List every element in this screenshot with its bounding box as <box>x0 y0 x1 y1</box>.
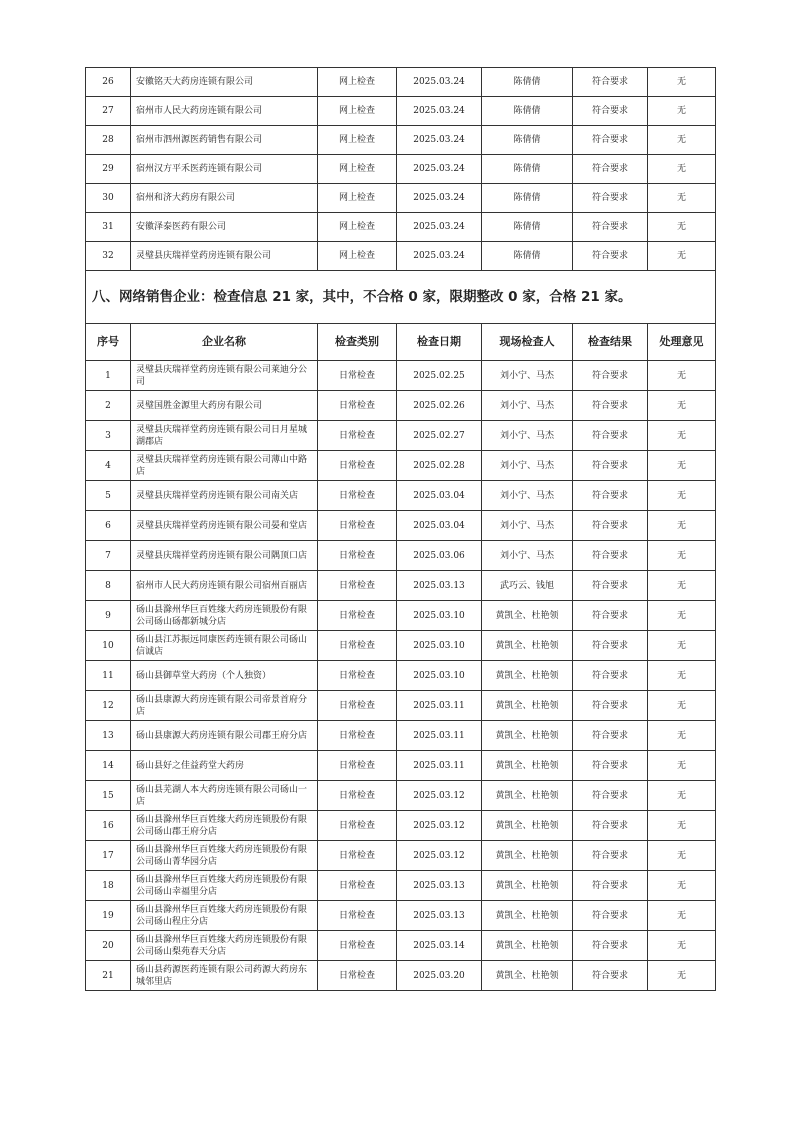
cell-company-name: 宿州市人民大药房连锁有限公司宿州百丽店 <box>131 571 318 601</box>
cell-company-name: 砀山县滁州华巨百姓缘大药房连锁股份有限公司砀山幸福里分店 <box>131 871 318 901</box>
cell-check-date: 2025.03.24 <box>397 184 482 213</box>
section-title-row <box>86 271 716 324</box>
table-row <box>86 571 716 601</box>
table-row <box>86 871 716 901</box>
cell-check-type: 日常检查 <box>318 661 397 691</box>
cell-no: 30 <box>86 184 131 213</box>
cell-company-name: 安徽泽泰医药有限公司 <box>131 213 318 242</box>
cell-opinion: 无 <box>648 811 716 841</box>
cell-check-type: 网上检查 <box>318 242 397 271</box>
cell-check-type: 日常检查 <box>318 391 397 421</box>
cell-result: 符合要求 <box>573 541 648 571</box>
cell-check-date: 2025.03.11 <box>397 751 482 781</box>
cell-check-date: 2025.03.24 <box>397 242 482 271</box>
cell-no: 17 <box>86 841 131 871</box>
cell-check-type: 日常检查 <box>318 511 397 541</box>
cell-result: 符合要求 <box>573 901 648 931</box>
cell-no: 7 <box>86 541 131 571</box>
cell-opinion: 无 <box>648 781 716 811</box>
cell-no: 5 <box>86 481 131 511</box>
cell-check-date: 2025.03.11 <box>397 721 482 751</box>
cell-inspector: 黄凯全、杜艳领 <box>482 601 573 631</box>
cell-company-name: 灵璧县庆瑞祥堂药房连锁有限公司莱迪分公司 <box>131 361 318 391</box>
table-row <box>86 242 716 271</box>
cell-inspector: 陈倩倩 <box>482 155 573 184</box>
cell-check-type: 日常检查 <box>318 871 397 901</box>
table-row <box>86 184 716 213</box>
table-row <box>86 126 716 155</box>
cell-opinion: 无 <box>648 68 716 97</box>
cell-check-date: 2025.03.04 <box>397 511 482 541</box>
cell-check-date: 2025.03.10 <box>397 631 482 661</box>
cell-check-date: 2025.03.14 <box>397 931 482 961</box>
table-row <box>86 841 716 871</box>
cell-no: 16 <box>86 811 131 841</box>
cell-check-type: 日常检查 <box>318 421 397 451</box>
cell-inspector: 黄凯全、杜艳领 <box>482 691 573 721</box>
cell-check-type: 日常检查 <box>318 781 397 811</box>
cell-no: 21 <box>86 961 131 991</box>
cell-inspector: 黄凯全、杜艳领 <box>482 751 573 781</box>
cell-result: 符合要求 <box>573 213 648 242</box>
table-row <box>86 901 716 931</box>
cell-inspector: 黄凯全、杜艳领 <box>482 781 573 811</box>
cell-check-date: 2025.03.13 <box>397 571 482 601</box>
table-row <box>86 481 716 511</box>
cell-no: 32 <box>86 242 131 271</box>
cell-check-type: 网上检查 <box>318 213 397 242</box>
document-page <box>85 67 715 991</box>
cell-result: 符合要求 <box>573 242 648 271</box>
cell-result: 符合要求 <box>573 661 648 691</box>
cell-opinion: 无 <box>648 391 716 421</box>
cell-check-date: 2025.03.10 <box>397 661 482 691</box>
cell-opinion: 无 <box>648 361 716 391</box>
table-row <box>86 691 716 721</box>
cell-check-date: 2025.03.13 <box>397 901 482 931</box>
table-row <box>86 961 716 991</box>
cell-inspector: 黄凯全、杜艳领 <box>482 871 573 901</box>
cell-company-name: 灵璧县庆瑞祥堂药房连锁有限公司晏和堂店 <box>131 511 318 541</box>
cell-company-name: 灵璧县庆瑞祥堂药房连锁有限公司 <box>131 242 318 271</box>
cell-result: 符合要求 <box>573 155 648 184</box>
cell-company-name: 安徽铭天大药房连锁有限公司 <box>131 68 318 97</box>
cell-inspector: 刘小宁、马杰 <box>482 451 573 481</box>
cell-check-date: 2025.03.24 <box>397 68 482 97</box>
cell-inspector: 黄凯全、杜艳领 <box>482 661 573 691</box>
cell-inspector: 刘小宁、马杰 <box>482 391 573 421</box>
cell-result: 符合要求 <box>573 871 648 901</box>
cell-check-type: 日常检查 <box>318 631 397 661</box>
cell-check-date: 2025.02.27 <box>397 421 482 451</box>
cell-company-name: 宿州汉方平禾医药连锁有限公司 <box>131 155 318 184</box>
cell-result: 符合要求 <box>573 571 648 601</box>
cell-inspector: 刘小宁、马杰 <box>482 541 573 571</box>
cell-check-type: 网上检查 <box>318 155 397 184</box>
cell-opinion: 无 <box>648 421 716 451</box>
cell-inspector: 武巧云、钱旭 <box>482 571 573 601</box>
cell-opinion: 无 <box>648 931 716 961</box>
cell-company-name: 砀山县滁州华巨百姓缘大药房连锁股份有限公司砀山梨苑春天分店 <box>131 931 318 961</box>
cell-result: 符合要求 <box>573 184 648 213</box>
header-date: 检查日期 <box>397 324 482 361</box>
table-row <box>86 421 716 451</box>
cell-company-name: 砀山县药源医药连锁有限公司药源大药房东城邻里店 <box>131 961 318 991</box>
table-row <box>86 68 716 97</box>
cell-result: 符合要求 <box>573 781 648 811</box>
cell-check-type: 日常检查 <box>318 931 397 961</box>
table-row <box>86 661 716 691</box>
cell-check-type: 日常检查 <box>318 901 397 931</box>
cell-no: 4 <box>86 451 131 481</box>
table-row <box>86 781 716 811</box>
cell-check-date: 2025.02.28 <box>397 451 482 481</box>
cell-no: 2 <box>86 391 131 421</box>
cell-no: 28 <box>86 126 131 155</box>
cell-check-date: 2025.03.06 <box>397 541 482 571</box>
cell-opinion: 无 <box>648 751 716 781</box>
cell-no: 3 <box>86 421 131 451</box>
cell-check-type: 日常检查 <box>318 571 397 601</box>
header-no: 序号 <box>86 324 131 361</box>
cell-check-date: 2025.03.10 <box>397 601 482 631</box>
table-row <box>86 541 716 571</box>
cell-no: 8 <box>86 571 131 601</box>
cell-inspector: 黄凯全、杜艳领 <box>482 901 573 931</box>
cell-check-date: 2025.03.24 <box>397 97 482 126</box>
cell-opinion: 无 <box>648 601 716 631</box>
cell-result: 符合要求 <box>573 721 648 751</box>
cell-result: 符合要求 <box>573 601 648 631</box>
cell-company-name: 砀山县滁州华巨百姓缘大药房连锁股份有限公司砀山砀都新城分店 <box>131 601 318 631</box>
cell-opinion: 无 <box>648 242 716 271</box>
cell-result: 符合要求 <box>573 961 648 991</box>
cell-no: 15 <box>86 781 131 811</box>
cell-inspector: 刘小宁、马杰 <box>482 421 573 451</box>
header-result: 检查结果 <box>573 324 648 361</box>
cell-check-type: 网上检查 <box>318 68 397 97</box>
cell-inspector: 刘小宁、马杰 <box>482 481 573 511</box>
cell-inspector: 陈倩倩 <box>482 213 573 242</box>
cell-opinion: 无 <box>648 97 716 126</box>
header-name: 企业名称 <box>131 324 318 361</box>
cell-result: 符合要求 <box>573 751 648 781</box>
cell-no: 19 <box>86 901 131 931</box>
cell-check-date: 2025.03.11 <box>397 691 482 721</box>
cell-check-type: 日常检查 <box>318 361 397 391</box>
cell-inspector: 黄凯全、杜艳领 <box>482 841 573 871</box>
section-title: 八、网络销售企业：检查信息 21 家，其中，不合格 0 家，限期整改 0 家，合格 21 家。 <box>86 271 716 324</box>
cell-company-name: 宿州市人民大药房连锁有限公司 <box>131 97 318 126</box>
table-row <box>86 601 716 631</box>
table-header-row <box>86 324 716 361</box>
cell-check-date: 2025.03.13 <box>397 871 482 901</box>
table-row <box>86 721 716 751</box>
cell-opinion: 无 <box>648 841 716 871</box>
cell-no: 9 <box>86 601 131 631</box>
cell-inspector: 陈倩倩 <box>482 68 573 97</box>
inspection-table <box>85 67 716 991</box>
cell-inspector: 陈倩倩 <box>482 126 573 155</box>
cell-opinion: 无 <box>648 126 716 155</box>
cell-no: 26 <box>86 68 131 97</box>
cell-company-name: 灵璧县庆瑞祥堂药房连锁有限公司隅顶口店 <box>131 541 318 571</box>
cell-opinion: 无 <box>648 481 716 511</box>
cell-check-type: 日常检查 <box>318 481 397 511</box>
cell-check-type: 网上检查 <box>318 184 397 213</box>
cell-opinion: 无 <box>648 571 716 601</box>
cell-no: 12 <box>86 691 131 721</box>
table-row <box>86 97 716 126</box>
cell-inspector: 黄凯全、杜艳领 <box>482 961 573 991</box>
table2-body <box>86 361 716 991</box>
table-row <box>86 631 716 661</box>
cell-opinion: 无 <box>648 184 716 213</box>
cell-result: 符合要求 <box>573 931 648 961</box>
cell-result: 符合要求 <box>573 126 648 155</box>
cell-check-type: 日常检查 <box>318 541 397 571</box>
cell-opinion: 无 <box>648 155 716 184</box>
cell-opinion: 无 <box>648 451 716 481</box>
cell-no: 14 <box>86 751 131 781</box>
cell-result: 符合要求 <box>573 361 648 391</box>
cell-check-date: 2025.03.24 <box>397 155 482 184</box>
cell-check-type: 日常检查 <box>318 811 397 841</box>
cell-company-name: 砀山县滁州华巨百姓缘大药房连锁股份有限公司砀山程庄分店 <box>131 901 318 931</box>
cell-company-name: 砀山县江苏振远同康医药连锁有限公司砀山信诚店 <box>131 631 318 661</box>
cell-result: 符合要求 <box>573 421 648 451</box>
cell-inspector: 刘小宁、马杰 <box>482 361 573 391</box>
cell-result: 符合要求 <box>573 97 648 126</box>
cell-inspector: 刘小宁、马杰 <box>482 511 573 541</box>
cell-result: 符合要求 <box>573 68 648 97</box>
cell-check-type: 日常检查 <box>318 601 397 631</box>
header-type: 检查类别 <box>318 324 397 361</box>
cell-check-type: 日常检查 <box>318 751 397 781</box>
cell-company-name: 灵璧县庆瑞祥堂药房连锁有限公司日月星城湖郡店 <box>131 421 318 451</box>
cell-company-name: 砀山县康源大药房连锁有限公司帝景首府分店 <box>131 691 318 721</box>
cell-inspector: 黄凯全、杜艳领 <box>482 721 573 751</box>
cell-check-date: 2025.02.26 <box>397 391 482 421</box>
cell-check-date: 2025.03.24 <box>397 213 482 242</box>
cell-no: 6 <box>86 511 131 541</box>
cell-no: 18 <box>86 871 131 901</box>
cell-no: 29 <box>86 155 131 184</box>
cell-inspector: 陈倩倩 <box>482 242 573 271</box>
cell-company-name: 灵璧国胜金源里大药房有限公司 <box>131 391 318 421</box>
header-inspector: 现场检查人 <box>482 324 573 361</box>
cell-check-type: 日常检查 <box>318 451 397 481</box>
cell-result: 符合要求 <box>573 451 648 481</box>
cell-opinion: 无 <box>648 661 716 691</box>
cell-company-name: 灵璧县庆瑞祥堂药房连锁有限公司薄山中路店 <box>131 451 318 481</box>
cell-inspector: 黄凯全、杜艳领 <box>482 931 573 961</box>
cell-inspector: 黄凯全、杜艳领 <box>482 631 573 661</box>
cell-company-name: 砀山县滁州华巨百姓缘大药房连锁股份有限公司砀山菁华园分店 <box>131 841 318 871</box>
cell-result: 符合要求 <box>573 631 648 661</box>
cell-check-date: 2025.03.24 <box>397 126 482 155</box>
cell-company-name: 宿州市泗州源医药销售有限公司 <box>131 126 318 155</box>
cell-opinion: 无 <box>648 901 716 931</box>
cell-opinion: 无 <box>648 961 716 991</box>
cell-company-name: 砀山县康源大药房连锁有限公司郡王府分店 <box>131 721 318 751</box>
table-row <box>86 155 716 184</box>
table-row <box>86 511 716 541</box>
cell-check-date: 2025.03.20 <box>397 961 482 991</box>
cell-no: 27 <box>86 97 131 126</box>
cell-company-name: 宿州和济大药房有限公司 <box>131 184 318 213</box>
cell-check-date: 2025.03.04 <box>397 481 482 511</box>
cell-check-date: 2025.03.12 <box>397 781 482 811</box>
cell-company-name: 灵璧县庆瑞祥堂药房连锁有限公司南关店 <box>131 481 318 511</box>
cell-company-name: 砀山县好之佳益药堂大药房 <box>131 751 318 781</box>
table-row <box>86 213 716 242</box>
header-opinion: 处理意见 <box>648 324 716 361</box>
cell-check-date: 2025.03.12 <box>397 841 482 871</box>
cell-result: 符合要求 <box>573 841 648 871</box>
cell-result: 符合要求 <box>573 481 648 511</box>
table-row <box>86 361 716 391</box>
cell-check-date: 2025.02.25 <box>397 361 482 391</box>
table-row <box>86 391 716 421</box>
table-row <box>86 811 716 841</box>
cell-check-type: 网上检查 <box>318 97 397 126</box>
cell-check-type: 日常检查 <box>318 691 397 721</box>
cell-no: 13 <box>86 721 131 751</box>
cell-no: 10 <box>86 631 131 661</box>
table-row <box>86 451 716 481</box>
cell-inspector: 黄凯全、杜艳领 <box>482 811 573 841</box>
cell-result: 符合要求 <box>573 511 648 541</box>
cell-check-type: 日常检查 <box>318 841 397 871</box>
cell-inspector: 陈倩倩 <box>482 184 573 213</box>
cell-company-name: 砀山县御草堂大药房（个人独资） <box>131 661 318 691</box>
table-row <box>86 931 716 961</box>
cell-company-name: 砀山县芜湖人本大药房连锁有限公司砀山一店 <box>131 781 318 811</box>
cell-inspector: 陈倩倩 <box>482 97 573 126</box>
table1-body <box>86 68 716 271</box>
cell-opinion: 无 <box>648 213 716 242</box>
cell-opinion: 无 <box>648 511 716 541</box>
cell-opinion: 无 <box>648 691 716 721</box>
cell-opinion: 无 <box>648 721 716 751</box>
cell-check-type: 日常检查 <box>318 721 397 751</box>
cell-no: 20 <box>86 931 131 961</box>
cell-no: 11 <box>86 661 131 691</box>
cell-no: 1 <box>86 361 131 391</box>
cell-result: 符合要求 <box>573 391 648 421</box>
cell-result: 符合要求 <box>573 691 648 721</box>
cell-opinion: 无 <box>648 631 716 661</box>
cell-check-type: 日常检查 <box>318 961 397 991</box>
cell-result: 符合要求 <box>573 811 648 841</box>
cell-company-name: 砀山县滁州华巨百姓缘大药房连锁股份有限公司砀山郡王府分店 <box>131 811 318 841</box>
cell-no: 31 <box>86 213 131 242</box>
cell-check-type: 网上检查 <box>318 126 397 155</box>
table-row <box>86 751 716 781</box>
cell-opinion: 无 <box>648 541 716 571</box>
cell-opinion: 无 <box>648 871 716 901</box>
cell-check-date: 2025.03.12 <box>397 811 482 841</box>
